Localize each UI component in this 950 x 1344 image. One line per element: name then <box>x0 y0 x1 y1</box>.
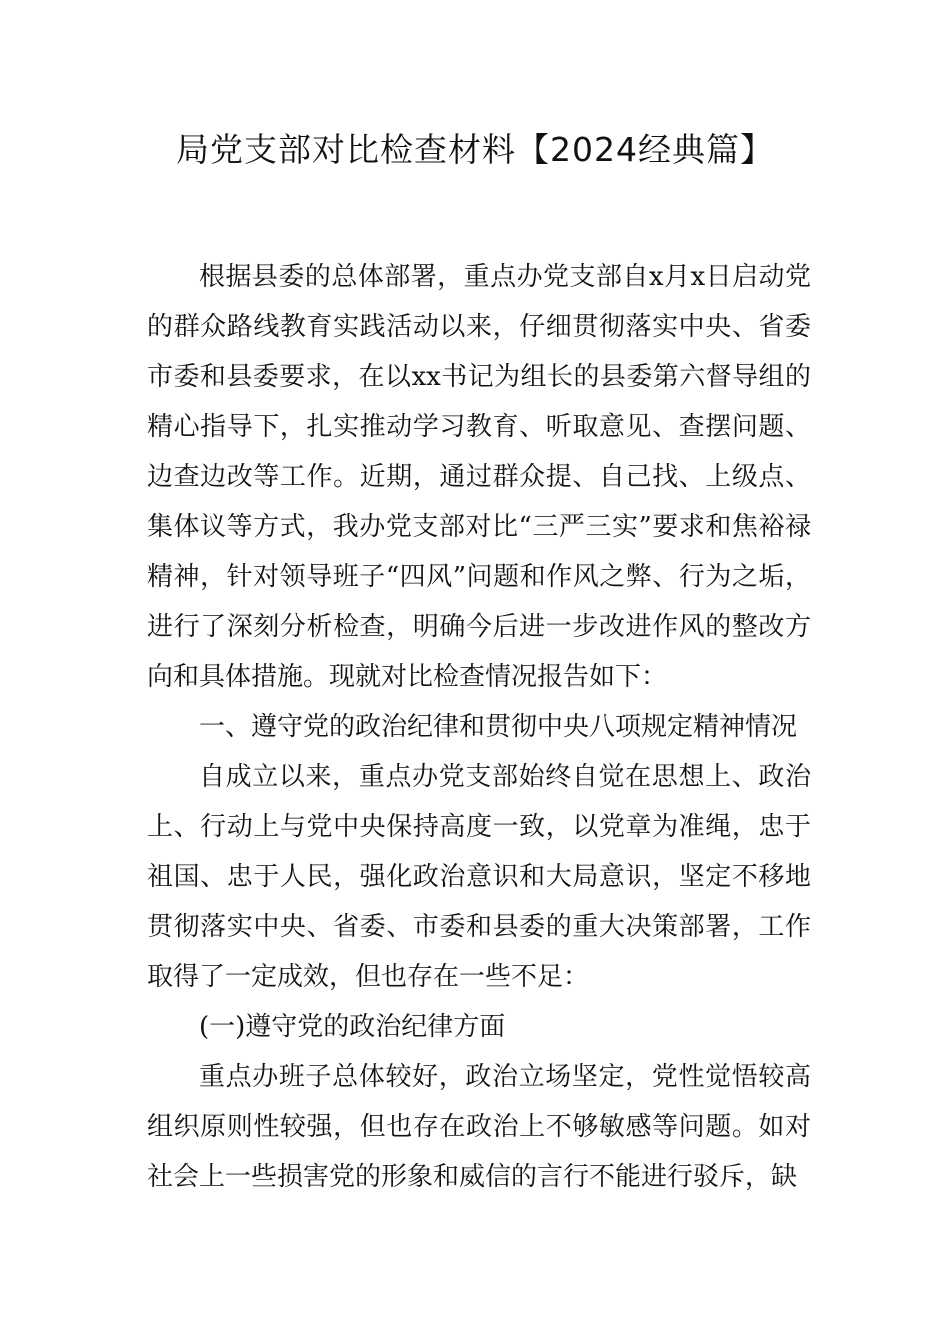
subsection-heading-1: (一)遵守党的政治纪律方面 <box>199 1012 506 1042</box>
paragraph-section-1: 自成立以来，重点办党支部始终自觉在思想上、政治上、行动上与党中央保持高度一致，以党章为准绳，忠于祖国、忠于人民，强化政治意识和大局意识，坚定不移地贯彻落实中央、省委、市委和县委的重大决策部署，工作取得了一定成效，但也存在一些不足： <box>147 762 811 992</box>
paragraph-subsection-1: 重点办班子总体较好，政治立场坚定，党性觉悟较高组织原则性较强，但也存在政治上不够敏感等问题。如对社会上一些损害党的形象和威信的言行不能进行驳斥，缺 <box>147 1062 811 1192</box>
section-heading-1: 一、遵守党的政治纪律和贯彻中央八项规定精神情况 <box>199 712 798 742</box>
document-title: 局党支部对比检查材料【2024经典篇】 <box>176 130 774 169</box>
document-body <box>147 252 811 1202</box>
paragraph-intro: 根据县委的总体部署，重点办党支部自x月x日启动党的群众路线教育实践活动以来，仔细贯彻落实中央、省委市委和县委要求，在以xx书记为组长的县委第六督导组的精心指导下，扎实推动学习教育、听取意见、查摆问题、边查边改等工作。近期，通过群众提、自己找、上级点、集体议等方式，我办党支部对比“三严三实”要求和焦裕禄精神，针对领导班子“四风”问题和作风之弊、行为之垢，进行了深刻分析检查，明确今后进一步改进作风的整改方向和具体措施。现就对比检查情况报告如下： <box>147 262 811 692</box>
